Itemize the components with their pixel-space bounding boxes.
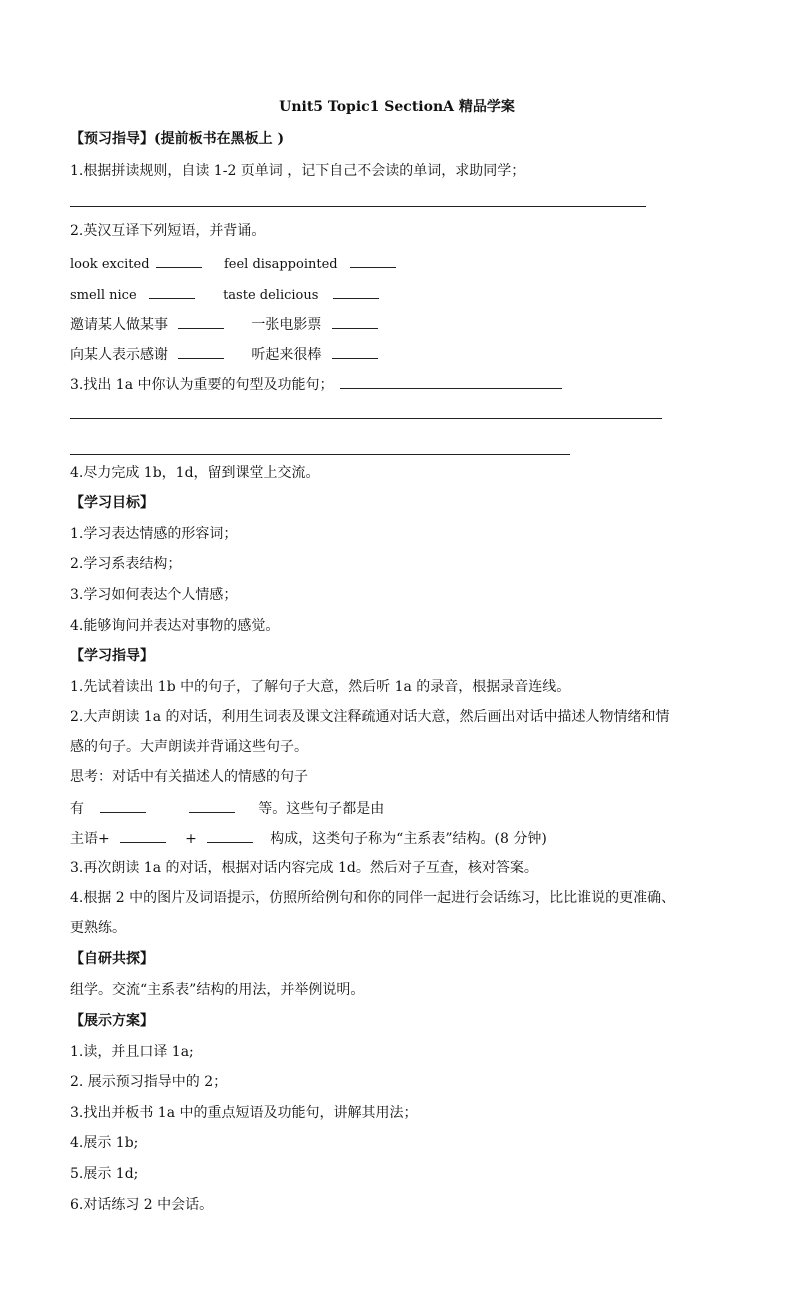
answer-blank xyxy=(350,253,396,268)
display-item: 5.展示 1d; xyxy=(70,1166,139,1182)
answer-line xyxy=(70,206,646,207)
answer-blank xyxy=(178,344,224,359)
answer-blank xyxy=(100,798,146,813)
explore-heading: 【自研共探】 xyxy=(70,951,154,967)
fill-etc: 等。这些句子都是由 xyxy=(258,801,385,817)
guidance-item-3: 3.再次朗读 1a 的对话，根据对话内容完成 1d。然后对子互查，核对答案。 xyxy=(70,860,538,876)
display-item: 2. 展示预习指导中的 2； xyxy=(70,1074,228,1090)
objective-item: 1.学习表达情感的形容词； xyxy=(70,526,238,542)
answer-line xyxy=(70,418,662,419)
phrase-row-4 xyxy=(70,344,380,364)
objectives-heading: 【学习目标】 xyxy=(70,495,154,511)
fill-in-sentence-2 xyxy=(70,828,547,848)
preview-item-3 xyxy=(70,374,564,394)
guidance-item-4-line-1: 4.根据 2 中的图片及词语提示，仿照所给例句和你的同伴一起进行会话练习，比比谁说的更准确、 xyxy=(70,890,676,906)
preview-heading: 【预习指导】(提前板书在黑板上 ) xyxy=(70,131,285,147)
phrase-sounds-great: 听起来很棒 xyxy=(251,347,322,363)
fill-in-sentence-1 xyxy=(70,798,384,818)
guidance-heading: 【学习指导】 xyxy=(70,648,154,664)
display-item: 1.读，并且口译 1a; xyxy=(70,1044,194,1060)
explore-text: 组学。交流“主系表”结构的用法，并举例说明。 xyxy=(70,982,365,998)
objective-item: 2.学习系表结构； xyxy=(70,556,182,572)
fill-subject: 主语+ xyxy=(70,831,110,847)
phrase-thank: 向某人表示感谢 xyxy=(70,347,168,363)
fill-compose: 构成，这类句子称为“主系表”结构。(8 分钟) xyxy=(270,831,547,847)
preview-item-3-text: 3.找出 1a 中你认为重要的句型及功能句； xyxy=(70,377,334,393)
objective-item: 4.能够询问并表达对事物的感觉。 xyxy=(70,618,280,634)
answer-blank xyxy=(332,344,378,359)
guidance-item-2-line-1: 2.大声朗读 1a 的对话，利用生词表及课文注释疏通对话大意，然后画出对话中描述人物情绪和情 xyxy=(70,709,670,725)
display-item: 4.展示 1b; xyxy=(70,1135,139,1151)
answer-blank xyxy=(120,828,166,843)
guidance-item-1: 1.先试着读出 1b 中的句子，了解句子大意，然后听 1a 的录音，根据录音连线。 xyxy=(70,679,571,695)
phrase-feel-disappointed: feel disappointed xyxy=(223,257,338,272)
fill-plus: + xyxy=(185,831,197,847)
preview-item-1: 1.根据拼读规则，自读 1-2 页单词 ，记下自己不会读的单词，求助同学； xyxy=(70,163,526,179)
preview-item-4: 4.尽力完成 1b，1d，留到课堂上交流。 xyxy=(70,465,320,481)
answer-blank xyxy=(340,374,562,389)
guidance-item-4-line-2: 更熟练。 xyxy=(70,920,126,936)
display-heading: 【展示方案】 xyxy=(70,1013,154,1029)
answer-blank xyxy=(156,253,202,268)
phrase-taste-delicious: taste delicious xyxy=(223,288,319,303)
answer-blank xyxy=(149,284,195,299)
phrase-row-3 xyxy=(70,314,380,334)
fill-have: 有 xyxy=(70,801,84,817)
phrase-invite: 邀请某人做某事 xyxy=(70,317,168,333)
page-title: Unit5 Topic1 SectionA 精品学案 xyxy=(279,99,515,115)
phrase-look-excited: look excited xyxy=(70,257,150,272)
phrase-row-1 xyxy=(70,253,398,274)
phrase-smell-nice: smell nice xyxy=(70,288,137,303)
answer-blank xyxy=(189,798,235,813)
answer-blank xyxy=(332,314,378,329)
answer-blank xyxy=(333,284,379,299)
answer-line xyxy=(70,454,570,455)
guidance-item-2-line-2: 感的句子。大声朗读并背诵这些句子。 xyxy=(70,739,308,755)
objective-item: 3.学习如何表达个人情感； xyxy=(70,587,238,603)
display-item: 6.对话练习 2 中会话。 xyxy=(70,1197,214,1213)
display-item: 3.找出并板书 1a 中的重点短语及功能句，讲解其用法； xyxy=(70,1105,418,1121)
preview-item-2: 2.英汉互译下列短语，并背诵。 xyxy=(70,223,266,239)
think-prompt: 思考：对话中有关描述人的情感的句子 xyxy=(70,769,308,785)
answer-blank xyxy=(178,314,224,329)
answer-blank xyxy=(207,828,253,843)
phrase-row-2 xyxy=(70,284,381,305)
phrase-movie-ticket: 一张电影票 xyxy=(251,317,322,333)
